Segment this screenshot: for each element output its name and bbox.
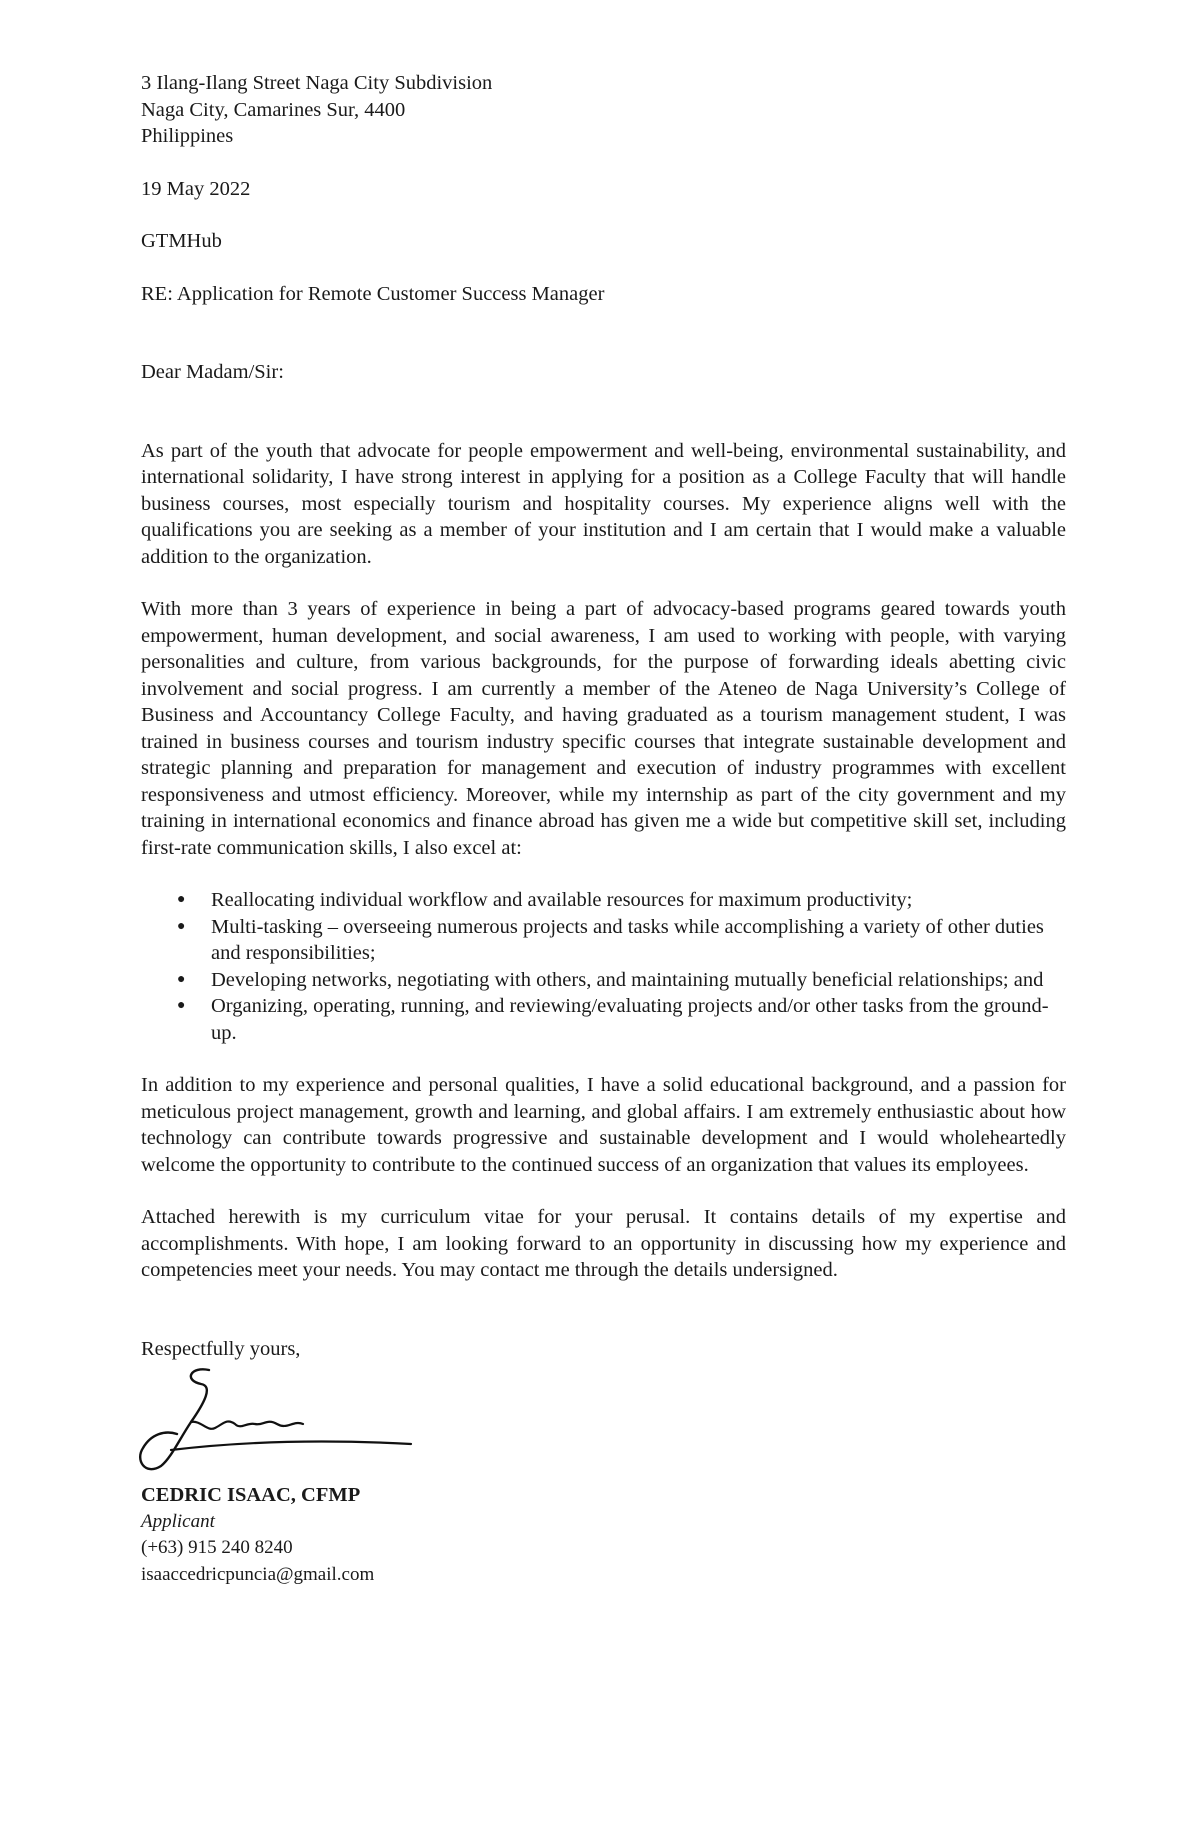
body-paragraph-3: In addition to my experience and personal qualities, I have a solid educational background, and a passion for meticulous project management, growth and learning, and global affairs. I am extremely enthusiastic about how technology can contribute towards progressive and sustainable development and I would wholeheartedly welcome the opportunity to contribute to the continued success of an organization that values its employees. [141,1074,1066,1176]
signer-role: Applicant [141,1510,215,1532]
skills-list-item: ● Developing networks, negotiating with others, and maintaining mutually beneficial relationships; and [211,967,1066,994]
valediction: Respectfully yours, [141,1337,301,1360]
signature-area [141,1362,1066,1482]
salutation: Dear Madam/Sir: [141,361,284,383]
skills-list-item: ● Organizing, operating, running, and reviewing/evaluating projects and/or other tasks from the ground-up. [211,993,1066,1046]
skills-list-item: ● Multi-tasking – overseeing numerous projects and tasks while accomplishing a variety of other duties and responsibilities; [211,914,1066,967]
body-paragraph-2: With more than 3 years of experience in being a part of advocacy-based programs geared towards youth empowerment, human development, and social awareness, I am used to working with people, with varying personalities and culture, from various backgrounds, for the purpose of forwarding ideals abetting civic involvement and social progress. I am currently a member of the Ateneo de Naga University’s College of Business and Accountancy College Faculty, and having graduated as a tourism management student, I was trained in business courses and tourism industry specific courses that integrate sustainable development and strategic planning and preparation for management and execution of industry programmes with excellent responsiveness and utmost efficiency. Moreover, while my internship as part of the city government and my training in international economics and finance abroad has given me a wide but competitive skill set, including first-rate communication skills, I also excel at: [141,598,1066,859]
sender-country: Philippines [141,125,234,147]
subject-line: RE: Application for Remote Customer Success Manager [141,282,605,305]
skills-list [141,887,1066,1046]
signer-name: CEDRIC ISAAC, CFMP [141,1484,361,1506]
skills-list-item: ● Reallocating individual workflow and available resources for maximum productivity; [211,887,1066,914]
handwritten-signature [131,1362,421,1482]
signer-phone: (+63) 915 240 8240 [141,1537,293,1558]
sender-address-line2: Naga City, Camarines Sur, 4400 [141,98,406,121]
letter-page [141,70,1066,1588]
body-paragraph-1: As part of the youth that advocate for people empowerment and well-being, environmental sustainability, and international solidarity, I have strong interest in applying for a position as a College Faculty that will handle business courses, most especially tourism and hospitality courses. My experience aligns well with the qualifications you are seeking as a member of your institution and I am certain that I would make a valuable addition to the organization. [141,439,1066,568]
signer-email: isaaccedricpuncia@gmail.com [141,1563,375,1585]
letter-date: 19 May 2022 [141,177,251,200]
body-paragraph-4: Attached herewith is my curriculum vitae for your perusal. It contains details of my expertise and accomplishments. With hope, I am looking forward to an opportunity in discussing how my experience and competencies meet your needs. You may contact me through the details undersigned. [141,1206,1066,1281]
sender-address-line1: 3 Ilang-Ilang Street Naga City Subdivision [141,72,493,94]
recipient: GTMHub [141,230,222,252]
